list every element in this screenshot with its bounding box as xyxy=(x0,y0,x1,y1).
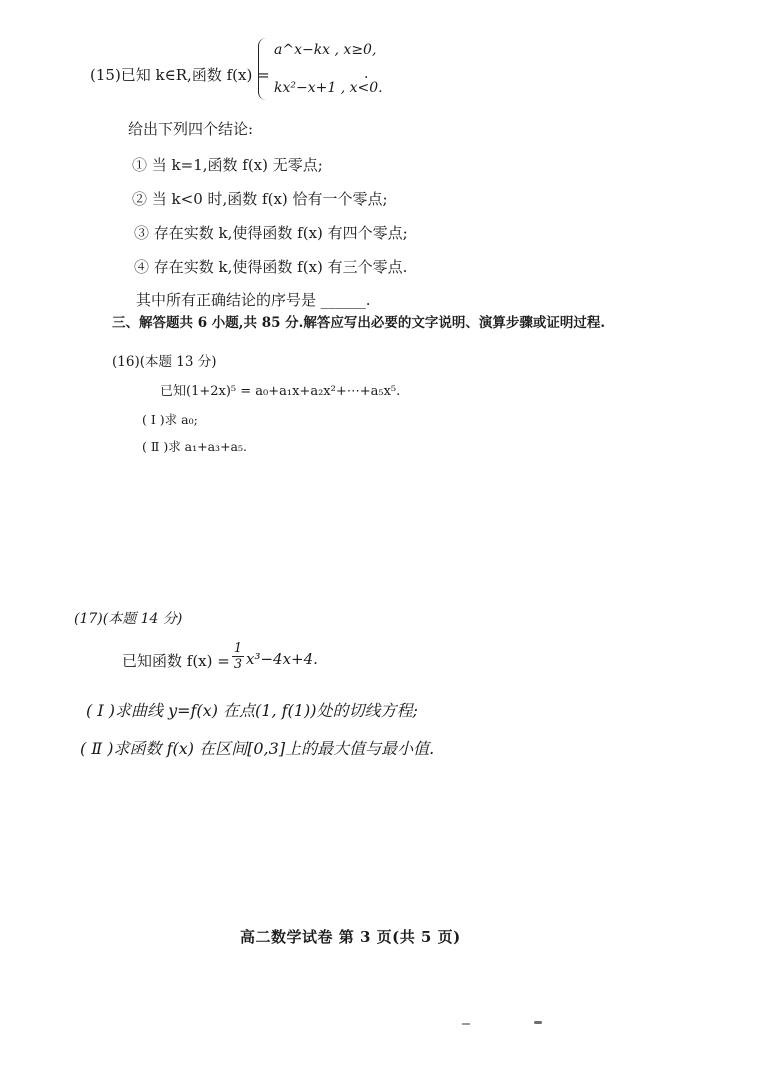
q15-fill-blank: 其中所有正确结论的序号是 ______. xyxy=(136,291,371,309)
q15-case-2: kx²−x+1 , x<0. xyxy=(274,80,383,96)
q17-part-1: ( Ⅰ )求曲线 y=f(x) 在点(1, f(1))处的切线方程; xyxy=(86,701,418,720)
q15-case-1: a^x−kx , x≥0, xyxy=(274,42,377,58)
q16-header: (16)(本题 13 分) xyxy=(112,354,217,370)
q17-fraction xyxy=(232,641,244,672)
q15-given-intro: 给出下列四个结论: xyxy=(128,120,254,138)
q15-period: . xyxy=(364,66,369,82)
scan-speck xyxy=(534,1021,542,1024)
q16-given: 已知(1+2x)⁵ = a₀+a₁x+a₂x²+⋯+a₅x⁵. xyxy=(160,384,401,399)
section-3-heading: 三、解答题共 6 小题,共 85 分.解答应写出必要的文字说明、演算步骤或证明过程. xyxy=(112,315,606,331)
q15-stem: (15)已知 k∈R,函数 f(x) = xyxy=(90,66,270,84)
q17-part-2: ( Ⅱ )求函数 f(x) 在区间[0,3]上的最大值与最小值. xyxy=(80,739,435,758)
q17-header: (17)(本题 14 分) xyxy=(74,611,183,627)
q16-part-1: ( Ⅰ )求 a₀; xyxy=(142,412,198,427)
q17-given-prefix: 已知函数 f(x) = xyxy=(122,652,230,670)
q15-conclusion-1: ① 当 k=1,函数 f(x) 无零点; xyxy=(132,156,323,174)
q16-part-2: ( Ⅱ )求 a₁+a₃+a₅. xyxy=(142,439,247,454)
q17-given-suffix: x³−4x+4. xyxy=(246,650,318,668)
q15-conclusion-3: ③ 存在实数 k,使得函数 f(x) 有四个零点; xyxy=(134,224,408,242)
scan-speck xyxy=(462,1023,470,1025)
fraction-denominator: 3 xyxy=(233,657,243,672)
fraction-numerator: 1 xyxy=(233,641,243,656)
page-footer: 高二数学试卷 第 3 页(共 5 页) xyxy=(240,928,461,946)
q15-conclusion-4: ④ 存在实数 k,使得函数 f(x) 有三个零点. xyxy=(134,258,408,276)
piecewise-brace xyxy=(258,38,269,100)
q15-conclusion-2: ② 当 k<0 时,函数 f(x) 恰有一个零点; xyxy=(132,190,388,208)
